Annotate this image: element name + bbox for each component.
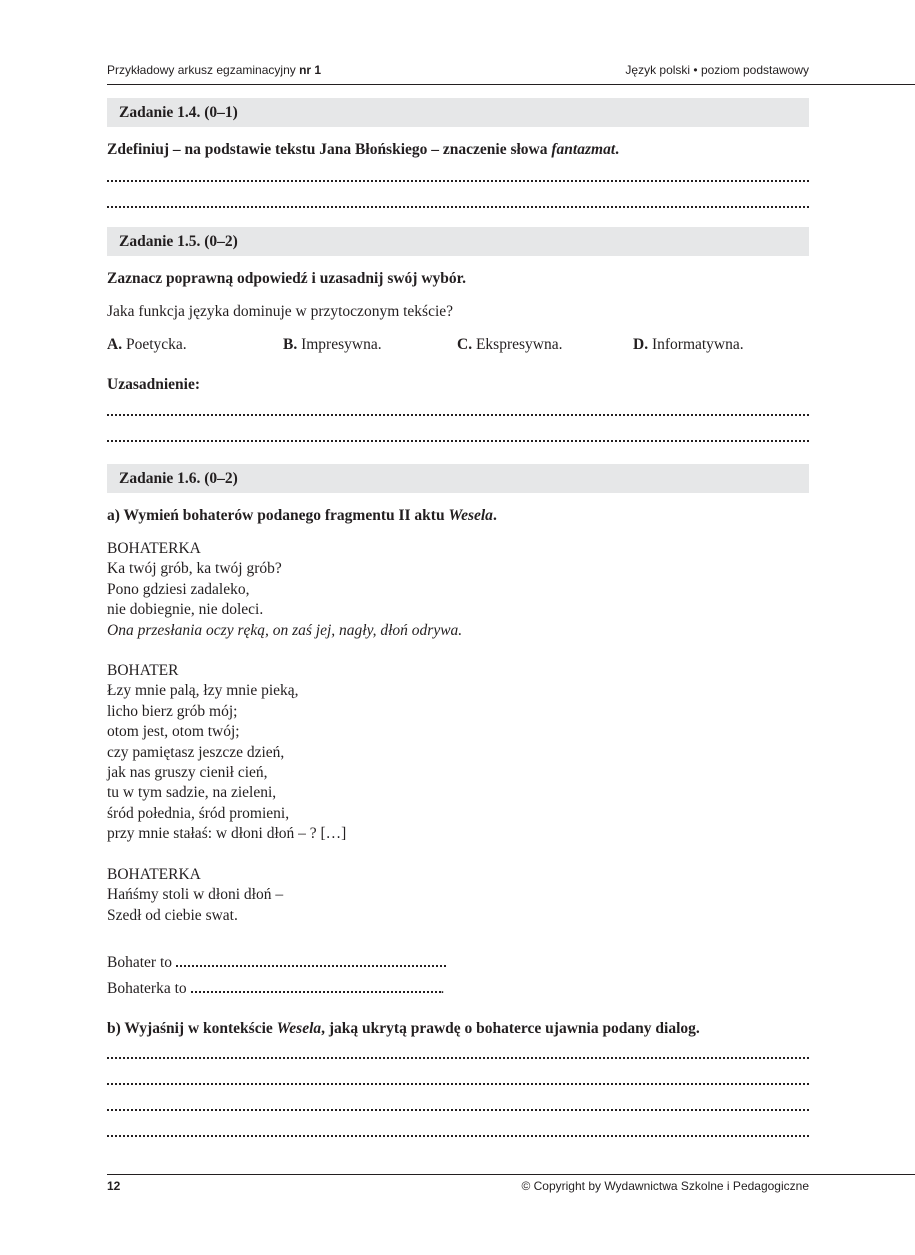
option-c[interactable] (457, 336, 562, 354)
answer-line[interactable] (107, 1109, 809, 1111)
poem-line: Hańśmy stoli w dłoni dłoń – (107, 886, 284, 904)
part-b-text: b) Wyjaśnij w kontekście (107, 1020, 277, 1037)
task-1-5-title: Zadanie 1.5. (0–2) (107, 227, 809, 256)
poem-line: Ka twój grób, ka twój grób? (107, 560, 282, 578)
page-footer (107, 1179, 809, 1195)
header-sheet-number: nr 1 (299, 63, 322, 77)
part-b-end: , jaką ukrytą prawdę o bohaterce ujawnia podany dialog. (321, 1020, 700, 1037)
part-a-italic-title: Wesela (448, 507, 493, 524)
answer-heroine-end: . (440, 980, 445, 997)
task-1-4-instruction (107, 141, 619, 159)
poem-block-3 (107, 865, 283, 926)
answer-heroine (107, 980, 444, 998)
poem-line: przy mnie stałaś: w dłoni dłoń – ? […] (107, 825, 347, 843)
answer-hero (107, 954, 446, 972)
poem-line: Szedł od ciebie swat. (107, 906, 238, 924)
task-1-6-part-a (107, 507, 497, 525)
poem-speaker: BOHATER (107, 662, 179, 679)
answer-line[interactable] (107, 1057, 809, 1059)
task-1-5-question: Jaka funkcja języka dominuje w przytoczonym tekście? (107, 303, 454, 320)
part-b-italic-title: Wesela (276, 1020, 322, 1037)
task-1-5-instruction: Zaznacz poprawną odpowiedź i uzasadnij swój wybór. (107, 270, 466, 287)
option-letter: C. (457, 336, 473, 353)
answer-line[interactable] (107, 414, 809, 416)
instruction-end: . (615, 141, 619, 158)
header-left (107, 63, 321, 77)
answer-heroine-field[interactable] (191, 981, 441, 993)
header-divider (107, 84, 915, 85)
option-letter: D. (633, 336, 649, 353)
poem-line: Pono gdziesi zadaleko, (107, 580, 250, 598)
poem-line: czy pamiętasz jeszcze dzień, (107, 743, 285, 761)
poem-line: otom jest, otom twój; (107, 723, 240, 741)
part-a-end: . (492, 507, 497, 524)
option-d[interactable] (633, 336, 744, 354)
option-text: Poetycka. (122, 336, 187, 353)
answer-line[interactable] (107, 440, 809, 442)
option-a[interactable] (107, 336, 187, 354)
header-subject: Język polski • poziom podstawowy (625, 63, 809, 77)
footer-divider (107, 1174, 915, 1175)
page-header (107, 63, 809, 79)
poem-block-1 (107, 539, 462, 641)
poem-block-2 (107, 661, 346, 845)
poem-line: licho bierz grób mój; (107, 702, 238, 720)
option-text: Ekspresywna. (472, 336, 563, 353)
option-text: Informatywna. (648, 336, 744, 353)
option-letter: A. (107, 336, 123, 353)
answer-line[interactable] (107, 1135, 809, 1137)
instruction-italic-term: fantazmat (551, 141, 616, 158)
stage-direction: Ona przesłania oczy ręką, on zaś jej, nagły, dłoń odrywa. (107, 621, 463, 639)
answer-line[interactable] (107, 1083, 809, 1085)
poem-speaker: BOHATERKA (107, 540, 201, 557)
poem-speaker: BOHATERKA (107, 866, 201, 883)
poem-line: śród połednia, śród promieni, (107, 804, 290, 822)
option-text: Impresywna. (297, 336, 382, 353)
answer-line[interactable] (107, 206, 809, 208)
part-a-text: a) Wymień bohaterów podanego fragmentu II aktu (107, 507, 449, 524)
header-title: Przykładowy arkusz egzaminacyjny (107, 63, 296, 77)
justification-label: Uzasadnienie: (107, 376, 200, 393)
answer-hero-field[interactable] (176, 955, 446, 967)
answer-line[interactable] (107, 180, 809, 182)
poem-line: jak nas gruszy cienił cień, (107, 764, 268, 782)
task-1-4-title: Zadanie 1.4. (0–1) (107, 98, 809, 127)
option-letter: B. (283, 336, 298, 353)
poem-line: tu w tym sadzie, na zieleni, (107, 784, 277, 802)
copyright: © Copyright by Wydawnictwa Szkolne i Pedagogiczne (521, 1179, 809, 1193)
answer-heroine-label: Bohaterka to (107, 980, 187, 997)
answer-hero-label: Bohater to (107, 954, 172, 971)
option-b[interactable] (283, 336, 382, 354)
task-1-6-title: Zadanie 1.6. (0–2) (107, 464, 809, 493)
poem-line: Łzy mnie palą, łzy mnie pieką, (107, 682, 299, 700)
page-number: 12 (107, 1179, 121, 1193)
instruction-text: Zdefiniuj – na podstawie tekstu Jana Błońskiego – znaczenie słowa (107, 141, 552, 158)
task-1-6-part-b (107, 1020, 700, 1038)
poem-line: nie dobiegnie, nie doleci. (107, 601, 264, 619)
